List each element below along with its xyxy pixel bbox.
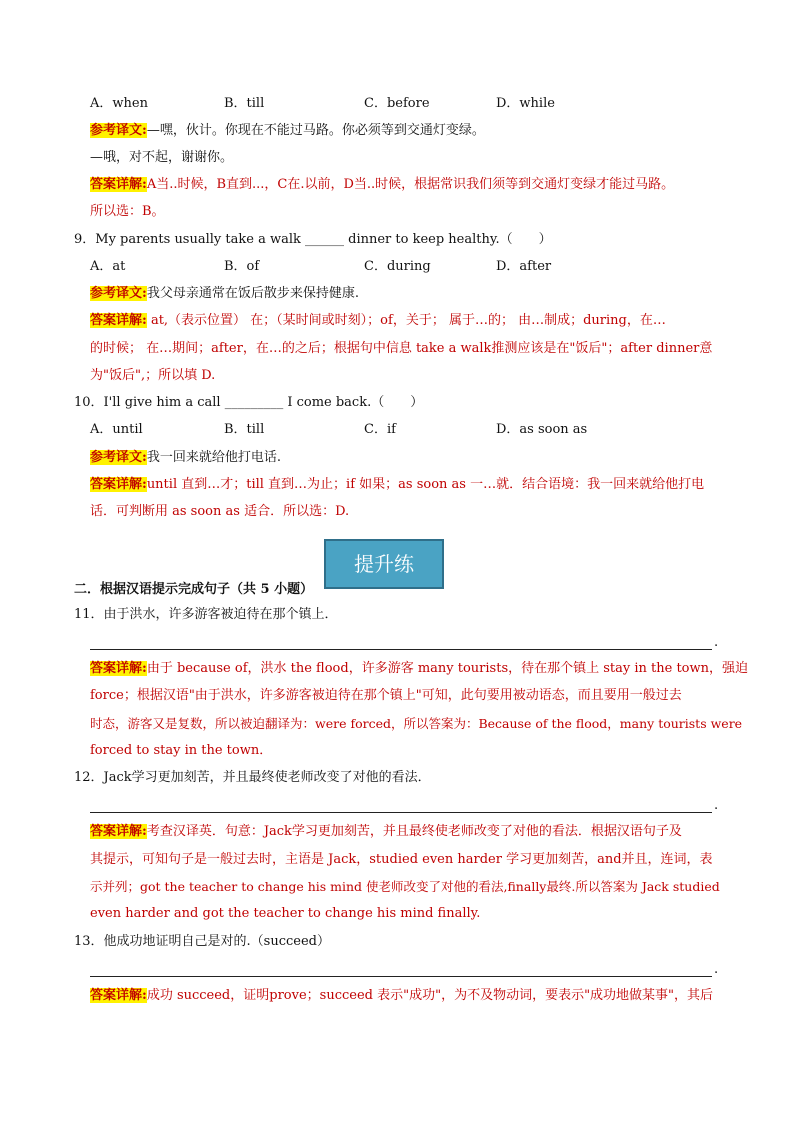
answer-text: 成功 succeed，证明prove；succeed 表示"成功"，为不及物动词，要表示"成功地做某事"，其后 [146, 988, 714, 1003]
q10-option-a: A．until [90, 422, 143, 437]
q10-reference-translation [90, 449, 281, 467]
q12-answer-blank[interactable] [90, 812, 712, 813]
q8-option-d: D．while [496, 96, 555, 111]
q9-answer-line2: 的时候； 在…期间；after，在…的之后；根据句中信息 take a walk推测应该是在"饭后"；after dinner意 [90, 341, 713, 356]
q8-option-c: C．before [364, 96, 430, 111]
q10-option-c: C．if [364, 422, 396, 437]
q8-answer-line2: 所以选：B。 [90, 204, 165, 219]
answer-text: 考查汉译英．句意：Jack学习更加刻苦，并且最终使老师改变了对他的看法．根据汉语句子及 [146, 824, 682, 839]
answer-label: 答案详解: [90, 824, 147, 839]
q13-answer-explanation [90, 987, 713, 1005]
q12-answer-line4: even harder and got the teacher to change his mind finally. [90, 906, 481, 921]
reference-text: 我一回来就给他打电话. [146, 450, 281, 465]
q12-answer-explanation [90, 823, 682, 841]
answer-label: 答案详解: [90, 477, 147, 492]
q12-answer-line2: 其提示，可知句子是一般过去时，主语是 Jack，studied even harder 学习更加刻苦，and并且，连词，表 [90, 852, 713, 867]
q11-stem: 11．由于洪水，许多游客被迫待在那个镇上． [74, 607, 338, 622]
answer-text: 由于 because of，洪水 the flood，许多游客 many tourists，待在那个镇上 stay in the town，强迫 [146, 661, 749, 676]
q9-reference-translation [90, 285, 359, 303]
q11-period: . [714, 635, 719, 650]
q9-option-c: C．during [364, 259, 431, 274]
q12-answer-line3: 示并列；got the teacher to change his mind 使老师改变了对他的看法,finally最终.所以答案为 Jack studied [90, 879, 720, 894]
q12-stem: 12．Jack学习更加刻苦，并且最终使老师改变了对他的看法． [74, 770, 431, 785]
q8-reference-line2: —哦，对不起，谢谢你。 [90, 150, 234, 165]
q11-answer-line2: force；根据汉语"由于洪水，许多游客被迫待在那个镇上"可知，此句要用被动语态，而且要用一般过去 [90, 688, 682, 703]
q9-option-a: A．at [90, 259, 126, 274]
q9-option-b: B．of [224, 259, 260, 274]
reference-text: 我父母亲通常在饭后散步来保持健康. [146, 286, 359, 301]
answer-label: 答案详解: [90, 177, 147, 192]
q10-option-d: D．as soon as [496, 422, 588, 437]
q13-answer-blank[interactable] [90, 976, 712, 977]
reference-label: 参考译文: [90, 123, 147, 138]
q9-option-d: D．after [496, 259, 552, 274]
q11-answer-explanation [90, 660, 748, 678]
q11-answer-blank[interactable] [90, 649, 712, 650]
q8-answer-explanation [90, 176, 674, 194]
q11-answer-line4: forced to stay in the town． [90, 743, 273, 758]
reference-label: 参考译文: [90, 286, 147, 301]
q8-option-a: A．when [90, 96, 148, 111]
q13-stem: 13．他成功地证明自己是对的.（succeed） [74, 934, 330, 949]
reference-label: 参考译文: [90, 450, 147, 465]
q13-period: . [714, 962, 719, 977]
section-2-title: 二．根据汉语提示完成句子（共 5 小题） [74, 582, 314, 597]
q9-stem: 9．My parents usually take a walk ______ dinner to keep healthy.（ ） [74, 232, 552, 247]
q11-answer-line3: 时态，游客又是复数，所以被迫翻译为：were forced，所以答案为：Because of the flood，many tourists were [90, 716, 743, 731]
answer-text: until 直到…才；till 直到…为止；if 如果；as soon as 一…就．结合语境：我一回来就给他打电 [146, 477, 705, 492]
q10-stem: 10．I'll give him a call _________ I come back.（ ） [74, 395, 424, 410]
q12-period: . [714, 798, 719, 813]
answer-text: at,（表示位置） 在；（某时间或时刻）；of，关于； 属于…的； 由…制成；during，在… [146, 313, 666, 328]
q8-option-b: B．till [224, 96, 265, 111]
q10-option-b: B．till [224, 422, 265, 437]
q9-answer-line3: 为"饭后",；所以填 D. [90, 368, 216, 383]
reference-text: —嘿，伙计。你现在不能过马路。你必须等到交通灯变绿。 [146, 123, 485, 138]
q9-answer-explanation [90, 312, 666, 330]
practice-banner: 提升练 [324, 539, 444, 589]
answer-label: 答案详解: [90, 313, 147, 328]
q10-answer-explanation [90, 476, 704, 494]
q10-answer-line2: 话．可判断用 as soon as 适合．所以选：D. [90, 504, 350, 519]
answer-label: 答案详解: [90, 661, 147, 676]
answer-label: 答案详解: [90, 988, 147, 1003]
q8-reference-translation [90, 122, 485, 140]
answer-text: A当..时候，B直到...，C在.以前，D当..时候，根据常识我们须等到交通灯变绿才能过马路。 [146, 177, 675, 192]
